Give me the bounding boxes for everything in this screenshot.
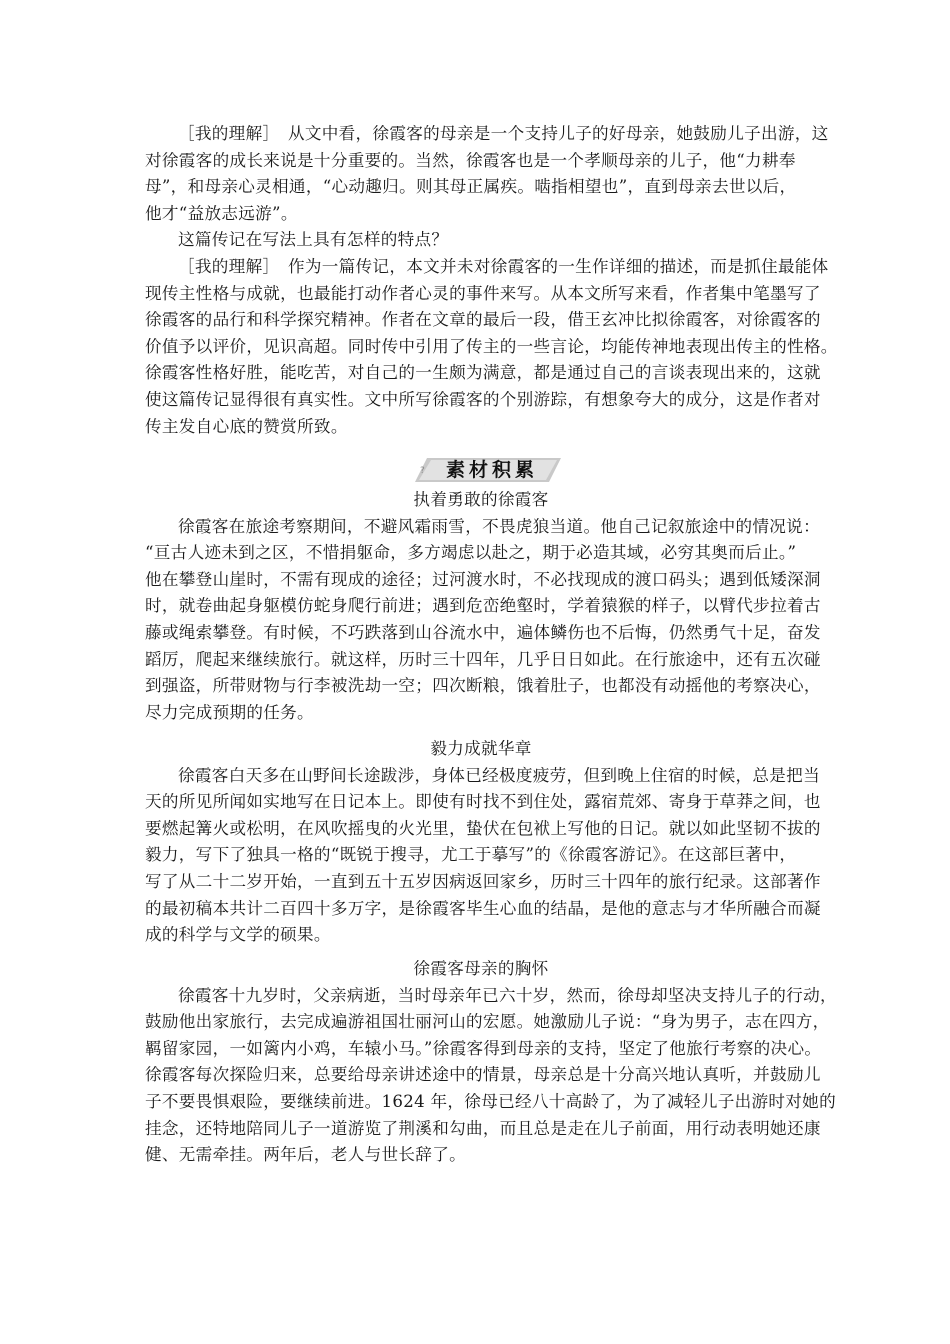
section-heading: 徐霞客母亲的胸怀 [413, 959, 549, 978]
paragraph-line: 蹈厉，爬起来继续旅行。就这样，历时三十四年，几乎日日如此。在行旅途中，还有五次碰 [145, 649, 821, 669]
paragraph-line: 徐霞客的品行和科学探究精神。作者在文章的最后一段，借王玄冲比拟徐霞客，对徐霞客的 [145, 310, 821, 330]
paragraph-line: 徐霞客白天多在山野间长途跋涉，身体已经极度疲劳，但到晚上住宿的时候，总是把当 [178, 765, 820, 785]
paragraph-line: 健、无需牵挂。两年后，老人与世长辞了。 [145, 1145, 466, 1165]
paragraph-line: 羁留家园，一如篱内小鸡，车辕小马。”徐霞客得到母亲的支持，坚定了他旅行考察的决心。 [145, 1038, 822, 1058]
banner-title: 素材积累 [445, 459, 538, 481]
paragraph-line: 传主发自心底的赞赏所致。 [145, 416, 348, 436]
understanding-section [145, 121, 838, 440]
paragraph-line: 徐霞客在旅途考察期间，不避风霜雨雪，不畏虎狼当道。他自己记叙旅途中的情况说： [178, 516, 820, 536]
paragraph-line: 尽力完成预期的任务。 [145, 702, 314, 722]
question-line: 这篇传记在写法上具有怎样的特点？ [178, 230, 449, 250]
paragraph-line: “亘古人迹未到之区，不惜捐躯命，多方竭虑以赴之，期于必造其域，必穷其奥而后止。” [145, 543, 797, 563]
paragraph-line: 时，就卷曲起身躯模仿蛇身爬行前进；遇到危峦绝壑时，学着猿猴的样子，以臂代步拉着古 [145, 596, 821, 616]
paragraph-line: 母”，和母亲心灵相通，“心动趣归。则其母正属疾。啮指相望也”，直到母亲去世以后， [145, 177, 797, 197]
paragraph-line: 现传主性格与成就，也最能打动作者心灵的事件来写。从本文所写来看，作者集中笔墨写了 [145, 283, 821, 303]
paragraph-line: 他才“益放志远游”。 [145, 203, 298, 223]
paragraph-line: 成的科学与文学的硕果。 [145, 925, 331, 945]
paragraph-line: 他在攀登山崖时，不需有现成的途径；过河渡水时，不必找现成的渡口码头；遇到低矮深洞 [145, 569, 821, 589]
paragraph-line: 对徐霞客的成长来说是十分重要的。当然，徐霞客也是一个孝顺母亲的儿子，他“力耕奉 [145, 150, 796, 170]
paragraph-line: 天的所见所闻如实地写在日记本上。即使有时找不到住处，露宿荒郊、寄身于草莽之间，也 [145, 792, 821, 812]
section-banner [413, 456, 561, 484]
paragraph-line: 使这篇传记显得很有真实性。文中所写徐霞客的个别游踪，有想象夸大的成分，这是作者对 [145, 389, 821, 409]
paragraph-line: 价值予以评价，见识高超。同时传中引用了传主的一些言论，均能传神地表现出传主的性格。 [145, 336, 838, 356]
svg-text:?: ? [420, 466, 425, 476]
material-section-1 [145, 487, 821, 726]
paragraph-line: 子不要畏惧艰险，要继续前进。1624 年，徐母已经八十高龄了，为了减轻儿子出游时对她的 [145, 1091, 836, 1111]
section-heading: 执着勇敢的徐霞客 [413, 490, 549, 509]
section-heading: 毅力成就华章 [430, 739, 532, 758]
paragraph-line: 写了从二十二岁开始，一直到五十五岁因病返回家乡，历时三十四年的旅行纪录。这部著作 [145, 871, 821, 891]
paragraph-line: 徐霞客性格好胜，能吃苦，对自己的一生颇为满意，都是通过自己的言谈表现出来的，这就 [145, 363, 821, 383]
paragraph-line: ［我的理解］ 从文中看，徐霞客的母亲是一个支持儿子的好母亲，她鼓励儿子出游，这 [178, 124, 829, 143]
paragraph-line: 挂念，还特地陪同儿子一道游览了荆溪和勾曲，而且总是走在儿子前面，用行动表明她还康 [145, 1118, 821, 1138]
paragraph-line: 要燃起篝火或松明，在风吹摇曳的火光里，蛰伏在包袱上写他的日记。就以如此坚韧不拔的 [145, 818, 821, 838]
paragraph-line: 徐霞客每次探险归来，总要给母亲讲述途中的情景，母亲总是十分高兴地认真听，并鼓励儿 [145, 1065, 821, 1085]
paragraph-line: 鼓励他出家旅行，去完成遍游祖国壮丽河山的宏愿。她激励儿子说：“身为男子，志在四方， [145, 1012, 830, 1032]
paragraph-line: 的最初稿本共计二百四十多万字，是徐霞客毕生心血的结晶，是他的意志与才华所融合而凝 [145, 898, 821, 918]
paragraph-line: 徐霞客十九岁时，父亲病逝，当时母亲年已六十岁，然而，徐母却坚决支持儿子的行动， [178, 985, 837, 1005]
paragraph-line: 藤或绳索攀登。有时候，不巧跌落到山谷流水中，遍体鳞伤也不后悔，仍然勇气十足，奋发 [145, 622, 821, 642]
paragraph-line: 到强盗，所带财物与行李被洗劫一空；四次断粮，饿着肚子，也都没有动摇他的考察决心， [145, 676, 821, 696]
paragraph-line: 毅力，写下了独具一格的“既锐于搜寻，尤工于摹写”的《徐霞客游记》。在这部巨著中， [145, 845, 797, 865]
material-section-3 [145, 956, 837, 1169]
paragraph-line: ［我的理解］ 作为一篇传记，本文并未对徐霞客的一生作详细的描述，而是抓住最能体 [178, 256, 829, 276]
material-section-2 [145, 736, 821, 949]
